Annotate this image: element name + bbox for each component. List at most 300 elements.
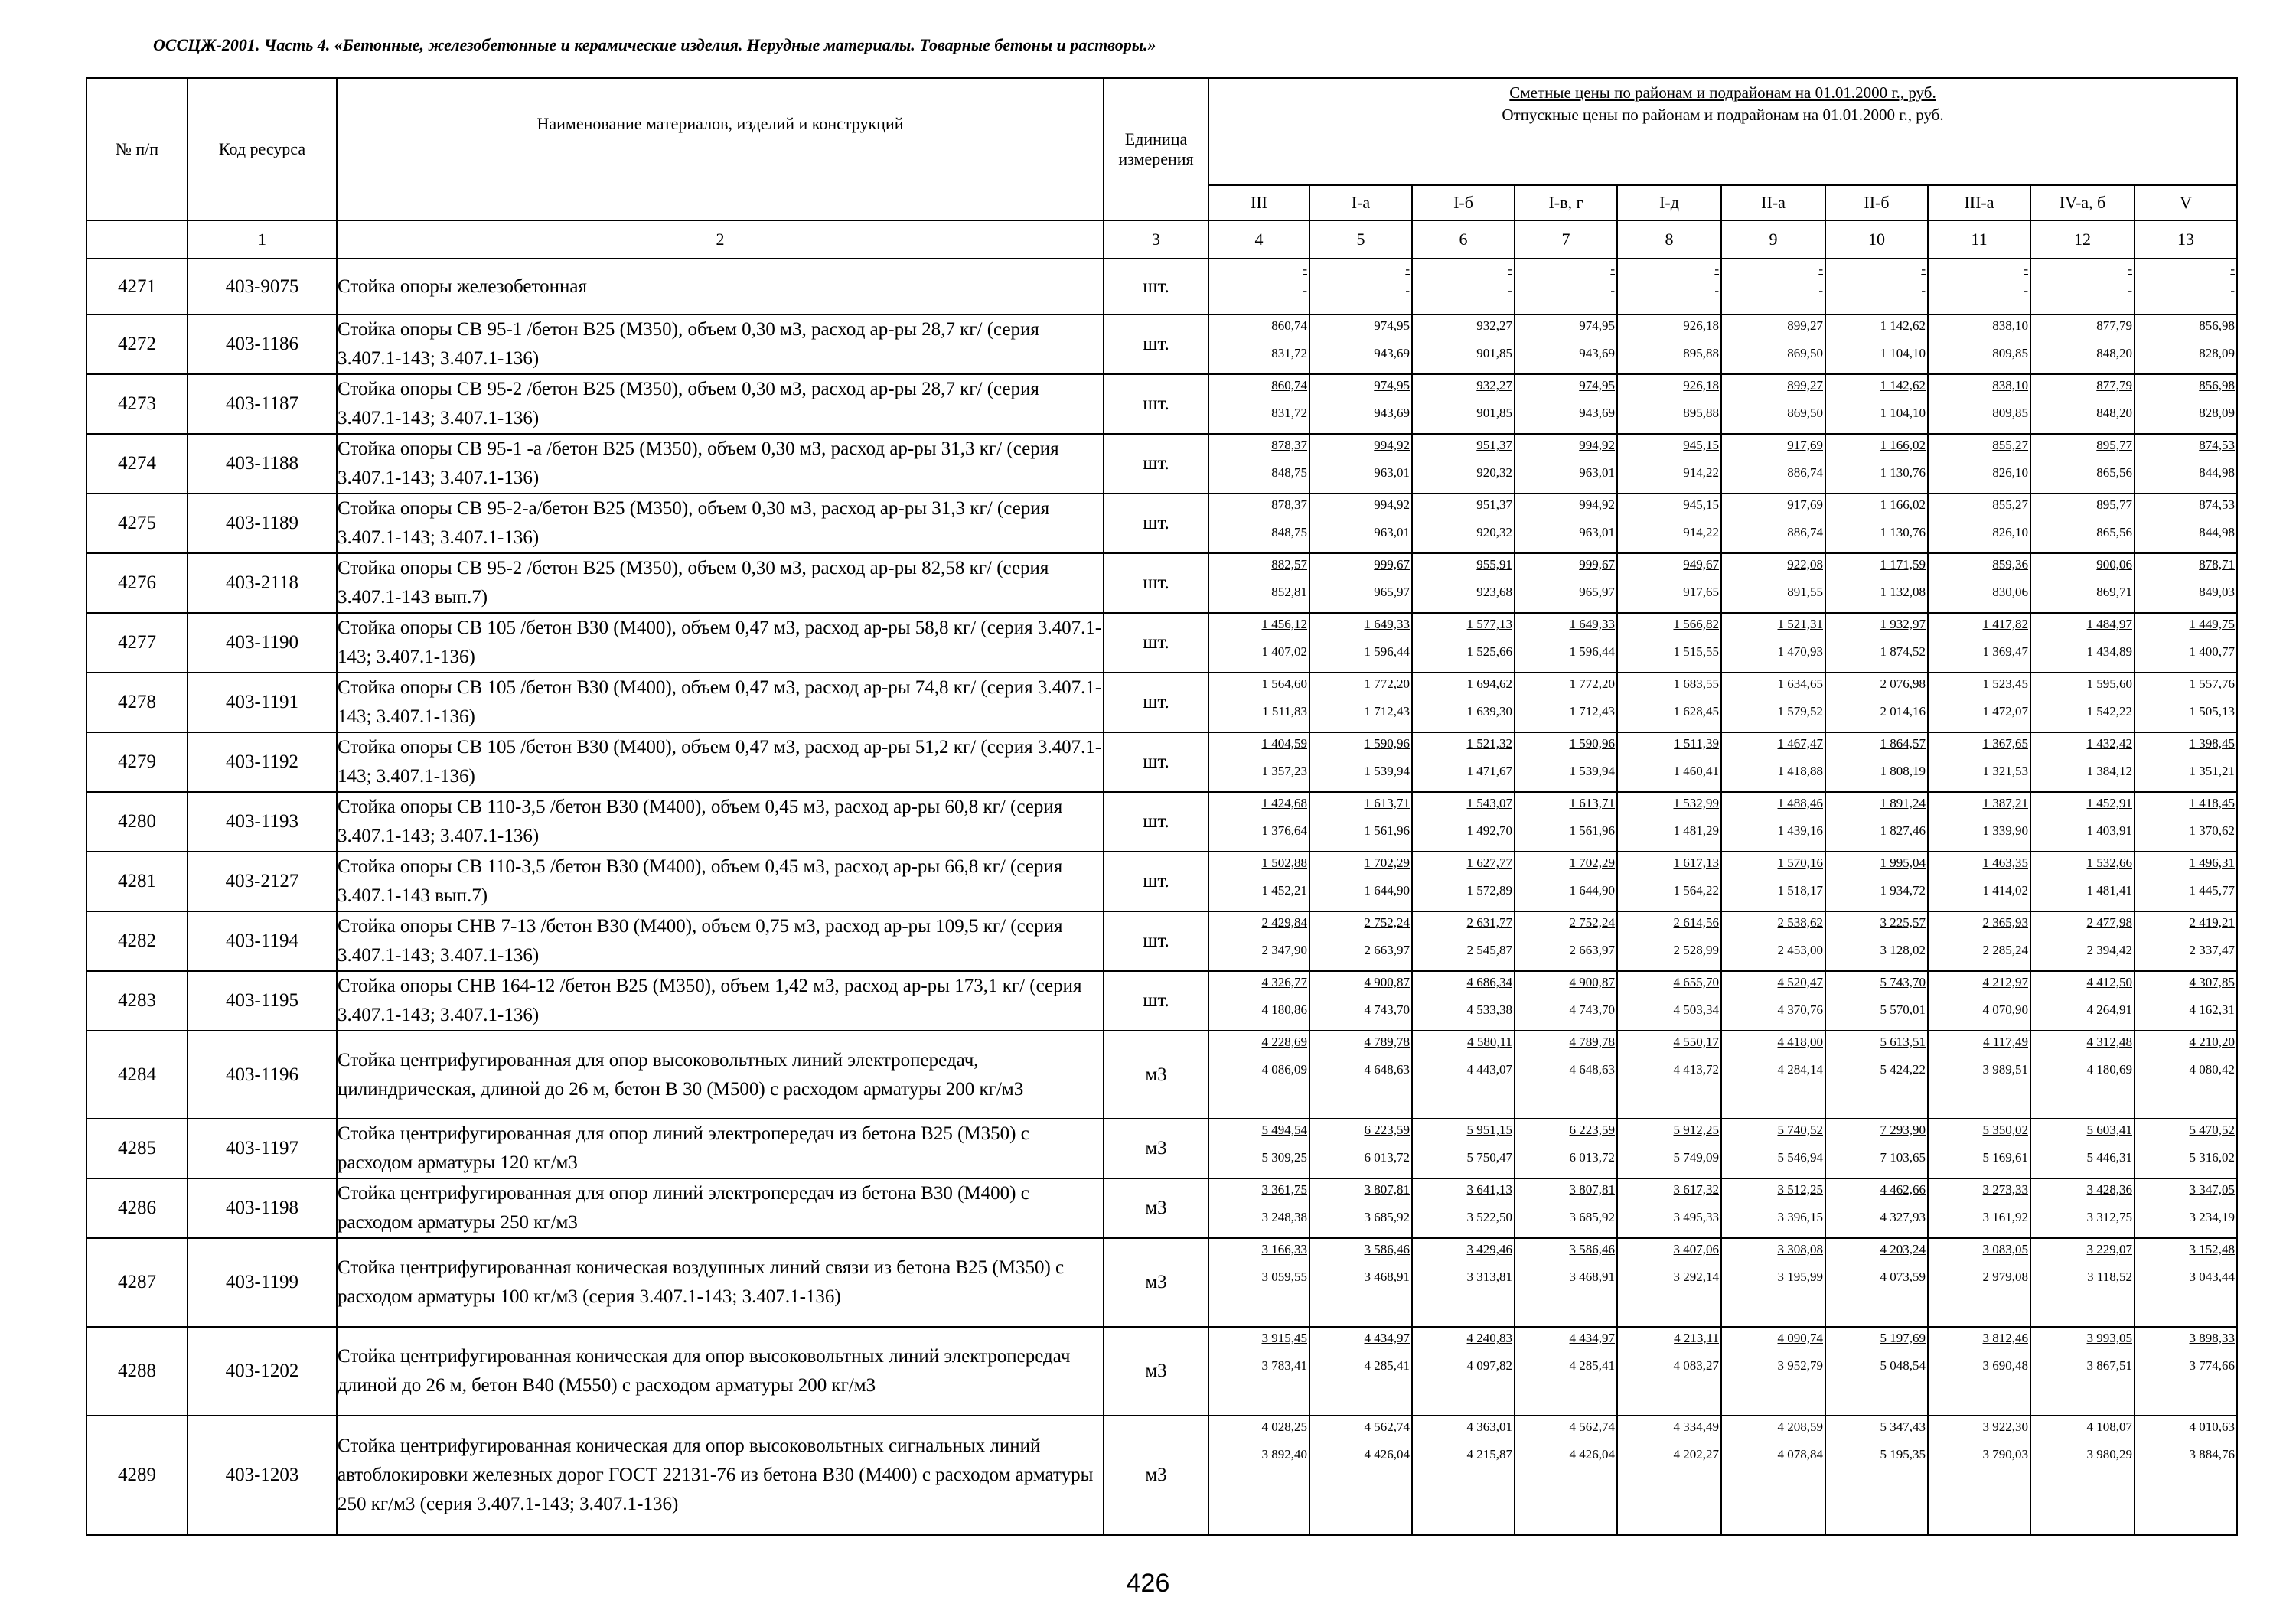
price-cell	[1617, 1119, 1721, 1178]
estimated-price: 2 614,56	[1673, 915, 1719, 930]
resource-code: 403-9075	[188, 259, 337, 314]
estimated-price: -	[1818, 262, 1823, 276]
price-cell	[2135, 553, 2237, 613]
release-price: 4 327,93	[1880, 1210, 1926, 1224]
price-cell	[1412, 971, 1515, 1031]
release-price: 828,09	[2199, 346, 2236, 360]
release-price: 895,88	[1683, 406, 1719, 420]
price-cell	[1412, 1178, 1515, 1238]
estimated-price: 1 634,65	[1777, 676, 1823, 691]
price-cell	[1309, 494, 1412, 553]
estimated-price: 974,95	[1374, 318, 1410, 333]
price-cell	[1412, 1119, 1515, 1178]
release-price: 826,10	[1992, 525, 2028, 539]
estimated-price: -	[2024, 262, 2028, 276]
release-price: 1 561,96	[1364, 823, 1410, 838]
price-cell	[1515, 792, 1617, 852]
estimated-price: 5 951,15	[1466, 1123, 1512, 1137]
estimated-price: 855,27	[1992, 438, 2028, 452]
price-cell	[1617, 553, 1721, 613]
release-price: 920,32	[1476, 525, 1512, 539]
release-price: 914,22	[1683, 465, 1719, 480]
release-price: 5 749,09	[1673, 1150, 1719, 1165]
release-price: 5 309,25	[1261, 1150, 1307, 1165]
header-region: II-б	[1825, 185, 1928, 220]
row-number: 4278	[86, 673, 188, 732]
release-price: 1 827,46	[1880, 823, 1926, 838]
release-price: 1 542,22	[2086, 704, 2132, 719]
release-price: -	[1714, 283, 1719, 298]
price-cell	[1515, 673, 1617, 732]
header-colnum: 3	[1104, 220, 1208, 259]
release-price: 3 952,79	[1777, 1358, 1823, 1373]
row-number: 4277	[86, 613, 188, 673]
estimated-price: 945,15	[1683, 438, 1719, 452]
estimated-price: 5 743,70	[1880, 975, 1926, 989]
price-cell	[1412, 1327, 1515, 1416]
price-cell	[2135, 1119, 2237, 1178]
price-cell	[1515, 314, 1617, 374]
release-price: 831,72	[1271, 406, 1307, 420]
release-price: 869,71	[2096, 585, 2132, 599]
estimated-price: -	[1508, 262, 1512, 276]
unit-of-measure: шт.	[1104, 732, 1208, 792]
price-cell	[1928, 1178, 2030, 1238]
release-price: 5 316,02	[2189, 1150, 2236, 1165]
release-price: 4 162,31	[2189, 1002, 2236, 1017]
price-sheet	[86, 77, 2236, 1536]
estimated-price: 1 932,97	[1880, 617, 1926, 631]
estimated-price: 1 467,47	[1777, 736, 1823, 751]
estimated-price: 1 404,59	[1261, 736, 1307, 751]
price-cell	[1208, 852, 1309, 911]
price-cell	[1309, 792, 1412, 852]
estimated-price: 4 363,01	[1466, 1419, 1512, 1434]
header-region: I-в, г	[1515, 185, 1617, 220]
price-cell	[1515, 374, 1617, 434]
release-price: 1 481,41	[2086, 883, 2132, 898]
price-cell	[1721, 673, 1825, 732]
release-price: 1 321,53	[1982, 764, 2028, 778]
price-cell	[2030, 374, 2135, 434]
release-price: 2 663,97	[1364, 943, 1410, 957]
estimated-price: 3 586,46	[1569, 1242, 1615, 1256]
resource-code: 403-1192	[188, 732, 337, 792]
release-price: 4 648,63	[1569, 1062, 1615, 1077]
price-cell	[1208, 1327, 1309, 1416]
row-number: 4280	[86, 792, 188, 852]
price-cell	[1721, 613, 1825, 673]
release-price: 1 357,23	[1261, 764, 1307, 778]
release-price: 3 690,48	[1982, 1358, 2028, 1373]
resource-code: 403-1189	[188, 494, 337, 553]
release-price: 809,85	[1992, 406, 2028, 420]
estimated-price: 882,57	[1271, 557, 1307, 572]
estimated-price: 1 484,97	[2086, 617, 2132, 631]
resource-code: 403-1203	[188, 1416, 337, 1535]
table-row	[86, 1416, 2237, 1535]
price-cell	[1825, 1178, 1928, 1238]
estimated-price: 1 566,82	[1673, 617, 1719, 631]
estimated-price: 4 462,66	[1880, 1182, 1926, 1197]
price-cell	[2030, 1031, 2135, 1119]
estimated-price: 955,91	[1476, 557, 1512, 572]
price-cell	[2030, 852, 2135, 911]
estimated-price: 932,27	[1476, 378, 1512, 393]
release-price: 963,01	[1374, 525, 1410, 539]
item-name: Стойка опоры СВ 105 /бетон В30 (М400), объем 0,47 м3, расход ар-ры 51,2 кг/ (серия 3.407.1-143; 3.407.1-136)	[337, 732, 1104, 792]
row-number: 4279	[86, 732, 188, 792]
price-cell	[1515, 434, 1617, 494]
release-price: 852,81	[1271, 585, 1307, 599]
estimated-price: 2 477,98	[2086, 915, 2132, 930]
release-price: 1 351,21	[2189, 764, 2236, 778]
price-cell	[1309, 1119, 1412, 1178]
estimated-price: 4 434,97	[1364, 1331, 1410, 1345]
estimated-price: 917,69	[1787, 438, 1823, 452]
estimated-price: 860,74	[1271, 378, 1307, 393]
estimated-price: 4 213,11	[1674, 1331, 1719, 1345]
resource-code: 403-1197	[188, 1119, 337, 1178]
release-price: 3 884,76	[2189, 1447, 2236, 1462]
estimated-price: 4 900,87	[1569, 975, 1615, 989]
estimated-price: 2 752,24	[1569, 915, 1615, 930]
row-number: 4271	[86, 259, 188, 314]
price-cell	[1412, 434, 1515, 494]
unit-of-measure: шт.	[1104, 792, 1208, 852]
release-price: 4 080,42	[2189, 1062, 2236, 1077]
release-price: 1 511,83	[1262, 704, 1307, 719]
release-price: 2 979,08	[1982, 1269, 2028, 1284]
header-region: II-a	[1721, 185, 1825, 220]
header-region: IV-a, б	[2030, 185, 2135, 220]
item-name: Стойка опоры СВ 110-3,5 /бетон В30 (М400), объем 0,45 м3, расход ар-ры 66,8 кг/ (серия 3.407.1-143 вып.7)	[337, 852, 1104, 911]
estimated-price: 932,27	[1476, 318, 1512, 333]
estimated-price: 3 617,32	[1673, 1182, 1719, 1197]
estimated-price: 1 649,33	[1569, 617, 1615, 631]
resource-code: 403-1186	[188, 314, 337, 374]
row-number: 4283	[86, 971, 188, 1031]
price-cell	[1309, 259, 1412, 314]
price-cell	[1928, 971, 2030, 1031]
price-cell	[1208, 1238, 1309, 1327]
release-price: 4 284,14	[1777, 1062, 1823, 1077]
release-price: -	[2024, 283, 2028, 298]
release-price: 3 522,50	[1466, 1210, 1512, 1224]
item-name: Стойка опоры СВ 95-2-а/бетон В25 (М350), объем 0,30 м3, расход ар-ры 31,3 кг/ (серия 3.407.1-143; 3.407.1-136)	[337, 494, 1104, 553]
price-cell	[2030, 792, 2135, 852]
table-row	[86, 434, 2237, 494]
estimated-price: 1 649,33	[1364, 617, 1410, 631]
estimated-price: 859,36	[1992, 557, 2028, 572]
release-price: 1 403,91	[2086, 823, 2132, 838]
document-header: ОССЦЖ-2001. Часть 4. «Бетонные, железобетонные и керамические изделия. Нерудные материалы. Товарные бетоны и растворы.»	[153, 35, 1156, 54]
release-price: 844,98	[2199, 465, 2236, 480]
release-price: 1 472,07	[1982, 704, 2028, 719]
price-cell	[1928, 1327, 2030, 1416]
price-cell	[1309, 553, 1412, 613]
price-cell	[1928, 732, 2030, 792]
price-cell	[1825, 314, 1928, 374]
price-cell	[1825, 1327, 1928, 1416]
price-cell	[2030, 911, 2135, 971]
price-cell	[1617, 1238, 1721, 1327]
table-row	[86, 1238, 2237, 1327]
row-number: 4273	[86, 374, 188, 434]
release-price: 6 013,72	[1569, 1150, 1615, 1165]
estimated-price: 5 494,54	[1261, 1123, 1307, 1137]
row-number: 4276	[86, 553, 188, 613]
release-price: 4 533,38	[1466, 1002, 1512, 1017]
estimated-price: 1 432,42	[2086, 736, 2132, 751]
estimated-price: -	[1610, 262, 1615, 276]
release-price: 3 892,40	[1261, 1447, 1307, 1462]
header-colnum: 10	[1825, 220, 1928, 259]
release-price: 920,32	[1476, 465, 1512, 480]
release-price: 809,85	[1992, 346, 2028, 360]
price-cell	[2135, 1238, 2237, 1327]
release-price: 7 103,65	[1880, 1150, 1926, 1165]
release-price: 1 470,93	[1777, 644, 1823, 659]
price-cell	[1309, 1416, 1412, 1535]
price-cell	[2135, 259, 2237, 314]
release-price: 914,22	[1683, 525, 1719, 539]
price-cell	[1208, 1416, 1309, 1535]
header-colnum: 9	[1721, 220, 1825, 259]
estimated-price: 1 418,45	[2189, 796, 2236, 810]
release-price: -	[1921, 283, 1926, 298]
estimated-price: 838,10	[1992, 378, 2028, 393]
release-price: 828,09	[2199, 406, 2236, 420]
estimated-price: 877,79	[2096, 378, 2132, 393]
estimated-price: 856,98	[2199, 378, 2236, 393]
release-price: 3 161,92	[1982, 1210, 2028, 1224]
price-cell	[1928, 1031, 2030, 1119]
estimated-price: 1 532,66	[2086, 855, 2132, 870]
price-cell	[1721, 1031, 1825, 1119]
release-price: 4 073,59	[1880, 1269, 1926, 1284]
price-cell	[1721, 911, 1825, 971]
estimated-price: 1 142,62	[1880, 318, 1926, 333]
price-cell	[1825, 259, 1928, 314]
price-cell	[1412, 259, 1515, 314]
price-cell	[1208, 792, 1309, 852]
price-cell	[1309, 732, 1412, 792]
release-price: 895,88	[1683, 346, 1719, 360]
estimated-price: 877,79	[2096, 318, 2132, 333]
release-price: 963,01	[1374, 465, 1410, 480]
item-name: Стойка опоры СВ 95-2 /бетон В25 (М350), объем 0,30 м3, расход ар-ры 28,7 кг/ (серия 3.407.1-143; 3.407.1-136)	[337, 374, 1104, 434]
release-price: 3 790,03	[1982, 1447, 2028, 1462]
header-colnum: 12	[2030, 220, 2135, 259]
release-price: 6 013,72	[1364, 1150, 1410, 1165]
price-cell	[1309, 911, 1412, 971]
price-cell	[1412, 1031, 1515, 1119]
price-cell	[1515, 1031, 1617, 1119]
release-price: 1 934,72	[1880, 883, 1926, 898]
estimated-price: 4 228,69	[1261, 1035, 1307, 1049]
release-price: 1 579,52	[1777, 704, 1823, 719]
estimated-price: 3 512,25	[1777, 1182, 1823, 1197]
release-price: 5 048,54	[1880, 1358, 1926, 1373]
estimated-price: 1 398,45	[2189, 736, 2236, 751]
estimated-price: 1 523,45	[1982, 676, 2028, 691]
header-colnum-blank	[86, 220, 188, 259]
price-cell	[1825, 852, 1928, 911]
estimated-price: 4 562,74	[1364, 1419, 1410, 1434]
estimated-price: 1 488,46	[1777, 796, 1823, 810]
estimated-price: 2 429,84	[1261, 915, 1307, 930]
release-price: 3 396,15	[1777, 1210, 1823, 1224]
price-cell	[2135, 1178, 2237, 1238]
release-price: 4 426,04	[1364, 1447, 1410, 1462]
price-cell	[1515, 1327, 1617, 1416]
price-cell	[1309, 434, 1412, 494]
release-price: 1 808,19	[1880, 764, 1926, 778]
price-cell	[2135, 1416, 2237, 1535]
row-number: 4285	[86, 1119, 188, 1178]
estimated-price: 4 203,24	[1880, 1242, 1926, 1256]
estimated-price: 1 166,02	[1880, 497, 1926, 512]
price-cell	[1928, 1119, 2030, 1178]
release-price: 4 097,82	[1466, 1358, 1512, 1373]
price-cell	[1721, 314, 1825, 374]
unit-of-measure: шт.	[1104, 613, 1208, 673]
row-number: 4289	[86, 1416, 188, 1535]
header-region: V	[2135, 185, 2237, 220]
estimated-price: 951,37	[1476, 497, 1512, 512]
price-cell	[2030, 1416, 2135, 1535]
price-cell	[1617, 852, 1721, 911]
estimated-price: 2 076,98	[1880, 676, 1926, 691]
resource-code: 403-2127	[188, 852, 337, 911]
price-cell	[1825, 732, 1928, 792]
estimated-price: 4 010,63	[2189, 1419, 2236, 1434]
unit-of-measure: м3	[1104, 1327, 1208, 1416]
release-price: 1 400,77	[2189, 644, 2236, 659]
row-number: 4274	[86, 434, 188, 494]
release-price: 4 648,63	[1364, 1062, 1410, 1077]
unit-of-measure: шт.	[1104, 374, 1208, 434]
release-price: 1 518,17	[1777, 883, 1823, 898]
resource-code: 403-1188	[188, 434, 337, 494]
price-cell	[1721, 1327, 1825, 1416]
price-cell	[1617, 613, 1721, 673]
price-cell	[1515, 553, 1617, 613]
release-price: 1 525,66	[1466, 644, 1512, 659]
header-colnum: 8	[1617, 220, 1721, 259]
price-cell	[1928, 553, 2030, 613]
estimated-price: 4 334,49	[1673, 1419, 1719, 1434]
price-cell	[1721, 259, 1825, 314]
estimated-price: 4 307,85	[2189, 975, 2236, 989]
release-price: 2 528,99	[1673, 943, 1719, 957]
price-title-release: Отпускные цены по районам и подрайонам на 01.01.2000 г., руб.	[1502, 106, 1944, 124]
estimated-price: 1 694,62	[1466, 676, 1512, 691]
release-price: 891,55	[1787, 585, 1823, 599]
table-row	[86, 494, 2237, 553]
release-price: 1 104,10	[1880, 406, 1926, 420]
estimated-price: 974,95	[1579, 318, 1615, 333]
estimated-price: 3 812,46	[1982, 1331, 2028, 1345]
header-colnum: 6	[1412, 220, 1515, 259]
release-price: 3 195,99	[1777, 1269, 1823, 1284]
price-cell	[1208, 1031, 1309, 1119]
table-row	[86, 1327, 2237, 1416]
row-number: 4284	[86, 1031, 188, 1119]
estimated-price: 1 683,55	[1673, 676, 1719, 691]
price-cell	[2030, 553, 2135, 613]
estimated-price: 1 532,99	[1673, 796, 1719, 810]
header-region: III-a	[1928, 185, 2030, 220]
estimated-price: 1 891,24	[1880, 796, 1926, 810]
item-name: Стойка опоры СВ 95-1 -а /бетон В25 (М350), объем 0,30 м3, расход ар-ры 31,3 кг/ (серия 3.407.1-143; 3.407.1-136)	[337, 434, 1104, 494]
release-price: 3 043,44	[2189, 1269, 2236, 1284]
estimated-price: 3 407,06	[1673, 1242, 1719, 1256]
estimated-price: 974,95	[1374, 378, 1410, 393]
release-price: -	[1405, 283, 1410, 298]
price-cell	[1825, 971, 1928, 1031]
resource-code: 403-1196	[188, 1031, 337, 1119]
estimated-price: 926,18	[1683, 378, 1719, 393]
release-price: 5 424,22	[1880, 1062, 1926, 1077]
price-cell	[1617, 732, 1721, 792]
release-price: 1 628,45	[1673, 704, 1719, 719]
release-price: 1 572,89	[1466, 883, 1512, 898]
price-cell	[1617, 971, 1721, 1031]
estimated-price: 1 577,13	[1466, 617, 1512, 631]
estimated-price: 1 613,71	[1364, 796, 1410, 810]
estimated-price: 5 613,51	[1880, 1035, 1926, 1049]
estimated-price: 895,77	[2096, 497, 2132, 512]
price-cell	[1825, 1031, 1928, 1119]
estimated-price: 856,98	[2199, 318, 2236, 333]
estimated-price: 5 740,52	[1777, 1123, 1823, 1137]
price-cell	[1208, 494, 1309, 553]
table-row	[86, 732, 2237, 792]
price-cell	[1208, 259, 1309, 314]
price-cell	[1928, 1416, 2030, 1535]
price-cell	[1825, 673, 1928, 732]
price-cell	[1928, 434, 2030, 494]
estimated-price: 4 580,11	[1467, 1035, 1512, 1049]
release-price: 886,74	[1787, 465, 1823, 480]
release-price: 1 505,13	[2189, 704, 2236, 719]
unit-of-measure: м3	[1104, 1119, 1208, 1178]
price-cell	[1208, 1178, 1309, 1238]
price-cell	[1208, 613, 1309, 673]
estimated-price: 4 550,17	[1673, 1035, 1719, 1049]
release-price: 1 712,43	[1364, 704, 1410, 719]
price-cell	[1412, 1238, 1515, 1327]
estimated-price: 1 511,39	[1674, 736, 1719, 751]
release-price: 2 394,42	[2086, 943, 2132, 957]
estimated-price: 3 428,36	[2086, 1182, 2132, 1197]
header-colnum: 11	[1928, 220, 2030, 259]
estimated-price: 5 470,52	[2189, 1123, 2236, 1137]
page-number: 426	[1126, 1569, 1170, 1598]
price-cell	[1309, 1327, 1412, 1416]
price-cell	[1928, 673, 2030, 732]
release-price: -	[2128, 283, 2132, 298]
estimated-price: 5 197,69	[1880, 1331, 1926, 1345]
price-cell	[1825, 434, 1928, 494]
release-price: 4 086,09	[1261, 1062, 1307, 1077]
estimated-price: 2 538,62	[1777, 915, 1823, 930]
item-name: Стойка опоры СВ 105 /бетон В30 (М400), объем 0,47 м3, расход ар-ры 58,8 кг/ (серия 3.407.1-143; 3.407.1-136)	[337, 613, 1104, 673]
price-cell	[1825, 374, 1928, 434]
estimated-price: 1 543,07	[1466, 796, 1512, 810]
